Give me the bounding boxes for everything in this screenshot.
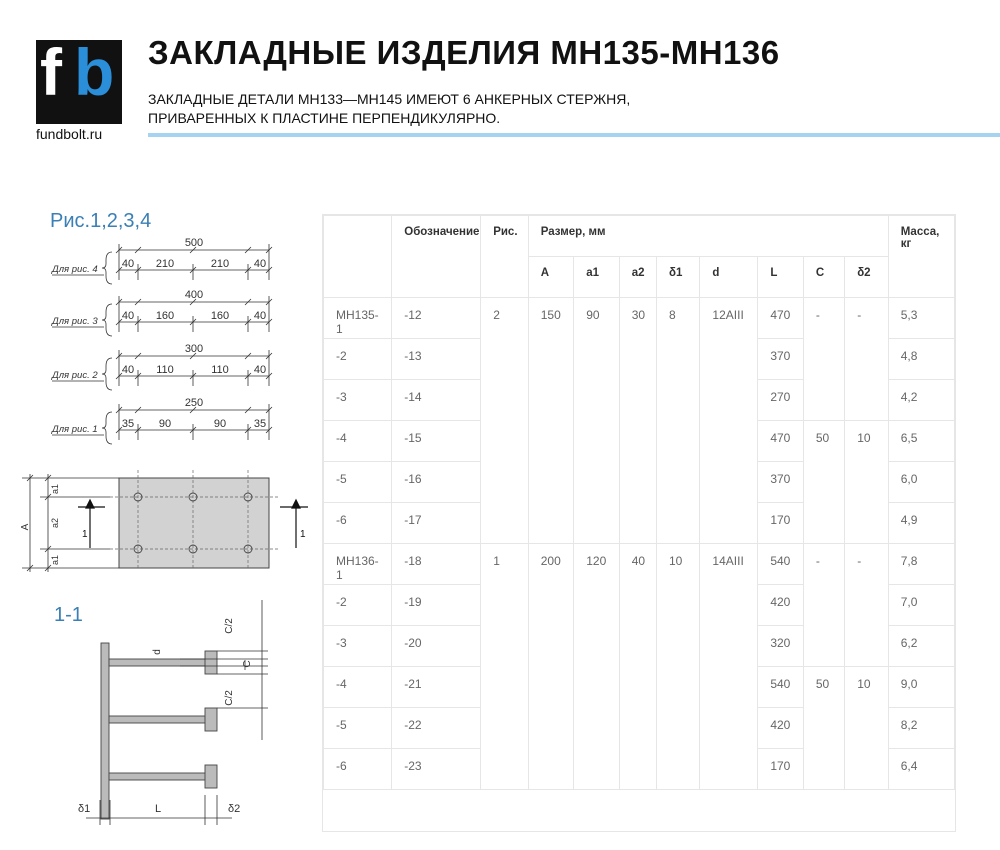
- header-delta2: δ2: [845, 257, 889, 298]
- section-heading: 1-1: [54, 604, 83, 626]
- header-A: A: [528, 257, 574, 298]
- header-designation: Обозначение: [392, 216, 481, 298]
- cell-designation: -12: [392, 298, 481, 339]
- cell-mass: 7,0: [888, 585, 954, 626]
- header-mass: Масса, кг: [888, 216, 954, 298]
- logo-text: fundbolt.ru: [36, 126, 103, 142]
- header-delta1: δ1: [656, 257, 699, 298]
- cell-mark: -3: [324, 626, 392, 667]
- cell-mass: 4,9: [888, 503, 954, 544]
- dim-a2-label: a2: [50, 517, 60, 529]
- cell-delta1: 8: [656, 298, 699, 544]
- cell-delta2: 10: [845, 667, 889, 790]
- cell-A: 200: [528, 544, 574, 790]
- cell-designation: -17: [392, 503, 481, 544]
- cell-a2: 30: [619, 298, 656, 544]
- cell-d: 12AIII: [700, 298, 758, 544]
- subtitle-line-2: ПРИВАРЕННЫХ К ПЛАСТИНЕ ПЕРПЕНДИКУЛЯРНО.: [148, 110, 501, 126]
- section-c-label: C: [242, 660, 253, 668]
- cell-delta1: 10: [656, 544, 699, 790]
- cell-L: 370: [758, 339, 804, 380]
- cell-mass: 9,0: [888, 667, 954, 708]
- cell-d: 14AIII: [700, 544, 758, 790]
- cell-L: 420: [758, 708, 804, 749]
- cell-designation: -16: [392, 462, 481, 503]
- cell-mark: -6: [324, 749, 392, 790]
- dimension-rows: [51, 237, 272, 444]
- dim-row-label-3: Для рис. 1: [52, 424, 98, 435]
- cell-designation: -18: [392, 544, 481, 585]
- page-subtitle: [148, 90, 630, 128]
- dim-value-2-1: 110: [156, 364, 174, 376]
- dim-value-0-2: 210: [210, 258, 230, 270]
- dim-value-2-0: 40: [121, 364, 135, 376]
- plate-plan: [20, 470, 308, 572]
- cut-marker-left: 1: [82, 529, 88, 540]
- section-c-half-top: C/2: [224, 618, 235, 634]
- dim-value-3-3: 35: [253, 418, 267, 430]
- cell-mass: 4,8: [888, 339, 954, 380]
- cell-designation: -23: [392, 749, 481, 790]
- header-divider: [148, 133, 1000, 137]
- dim-value-1-1: 160: [155, 310, 175, 322]
- dim-total-3: 250: [184, 397, 204, 409]
- plate-rect: [119, 478, 269, 568]
- cell-designation: -19: [392, 585, 481, 626]
- cell-designation: -21: [392, 667, 481, 708]
- cell-mark: МН135-1: [324, 298, 392, 339]
- cell-mark: МН136-1: [324, 544, 392, 585]
- cell-C: 50: [803, 667, 844, 790]
- page-title: ЗАКЛАДНЫЕ ИЗДЕЛИЯ МН135-МН136: [148, 34, 780, 71]
- cell-L: 370: [758, 462, 804, 503]
- dim-value-1-3: 40: [253, 310, 267, 322]
- section-delta2-label: δ2: [228, 803, 241, 815]
- dim-value-1-0: 40: [121, 310, 135, 322]
- cell-designation: -22: [392, 708, 481, 749]
- section-delta1-label: δ1: [78, 803, 91, 815]
- dim-a1-bottom-label: a1: [50, 554, 60, 566]
- cell-delta2: -: [845, 544, 889, 667]
- dim-value-0-1: 210: [155, 258, 175, 270]
- cell-mark: -3: [324, 380, 392, 421]
- spec-table-body: [324, 298, 955, 790]
- subtitle-line-1: ЗАКЛАДНЫЕ ДЕТАЛИ МН133—МН145 ИМЕЮТ 6 АНКЕРНЫХ СТЕРЖНЯ,: [148, 91, 631, 107]
- dim-A-label: A: [20, 523, 31, 531]
- section-L-label: L: [155, 803, 162, 815]
- cell-L: 420: [758, 585, 804, 626]
- table-row: [324, 298, 955, 339]
- cell-mass: 4,2: [888, 380, 954, 421]
- cell-L: 270: [758, 380, 804, 421]
- cell-mass: 6,0: [888, 462, 954, 503]
- cell-mass: 8,2: [888, 708, 954, 749]
- cell-mark: -4: [324, 667, 392, 708]
- spec-table: [323, 215, 955, 790]
- dim-value-0-3: 40: [253, 258, 267, 270]
- cell-designation: -15: [392, 421, 481, 462]
- dim-row-label-1: Для рис. 3: [52, 316, 98, 327]
- cell-delta2: 10: [845, 421, 889, 544]
- dim-value-3-2: 90: [213, 418, 227, 430]
- cell-fig: 2: [481, 298, 529, 544]
- logo-letter-b: b: [74, 35, 115, 109]
- logo-letter-f: f: [40, 35, 62, 109]
- cell-L: 540: [758, 544, 804, 585]
- cell-L: 170: [758, 503, 804, 544]
- dim-row-label-0: Для рис. 4: [52, 264, 98, 275]
- spec-table-wrapper: [322, 214, 956, 832]
- cell-mass: 6,2: [888, 626, 954, 667]
- dim-total-0: 500: [184, 237, 204, 249]
- cell-mark: -5: [324, 708, 392, 749]
- section-d-label: d: [152, 649, 163, 655]
- dim-value-2-2: 110: [211, 364, 229, 376]
- section-view: [78, 600, 268, 825]
- header-fig: Рис.: [481, 216, 529, 298]
- header-size-group: Размер, мм: [528, 216, 888, 257]
- section-c-half-bottom: C/2: [224, 690, 235, 706]
- cell-L: 540: [758, 667, 804, 708]
- cell-mark: -4: [324, 421, 392, 462]
- cell-designation: -14: [392, 380, 481, 421]
- dim-total-1: 400: [184, 289, 204, 301]
- cell-C: -: [803, 544, 844, 667]
- cell-delta2: -: [845, 298, 889, 421]
- header-d: d: [700, 257, 758, 298]
- cell-L: 470: [758, 421, 804, 462]
- figure-heading: Рис.1,2,3,4: [50, 210, 152, 232]
- cell-a1: 90: [574, 298, 620, 544]
- header-a2: a2: [619, 257, 656, 298]
- cell-mark: -6: [324, 503, 392, 544]
- cell-mark: -2: [324, 585, 392, 626]
- header-C: C: [803, 257, 844, 298]
- cell-fig: 1: [481, 544, 529, 790]
- header-L: L: [758, 257, 804, 298]
- table-row: [324, 544, 955, 585]
- cell-mass: 5,3: [888, 298, 954, 339]
- technical-drawing: [0, 230, 320, 830]
- dim-value-1-2: 160: [210, 310, 230, 322]
- dim-total-2: 300: [184, 343, 204, 355]
- dim-value-3-0: 35: [121, 418, 135, 430]
- cell-designation: -13: [392, 339, 481, 380]
- cell-L: 320: [758, 626, 804, 667]
- cell-C: 50: [803, 421, 844, 544]
- cell-A: 150: [528, 298, 574, 544]
- dim-row-label-2: Для рис. 2: [52, 370, 98, 381]
- cell-mass: 6,5: [888, 421, 954, 462]
- cell-L: 470: [758, 298, 804, 339]
- cell-L: 170: [758, 749, 804, 790]
- dim-a1-top-label: a1: [50, 483, 60, 495]
- cell-mark: -5: [324, 462, 392, 503]
- dim-value-2-3: 40: [253, 364, 267, 376]
- logo: [36, 35, 122, 124]
- header-a1: a1: [574, 257, 620, 298]
- cell-mark: -2: [324, 339, 392, 380]
- header-mark: [324, 216, 392, 298]
- dim-value-0-0: 40: [121, 258, 135, 270]
- dim-value-3-1: 90: [158, 418, 172, 430]
- cut-marker-right: 1: [300, 529, 306, 540]
- cell-C: -: [803, 298, 844, 421]
- cell-a1: 120: [574, 544, 620, 790]
- cell-a2: 40: [619, 544, 656, 790]
- cell-mass: 7,8: [888, 544, 954, 585]
- section-plate: [101, 643, 109, 819]
- section-anchors: [109, 651, 217, 788]
- cell-mass: 6,4: [888, 749, 954, 790]
- cell-designation: -20: [392, 626, 481, 667]
